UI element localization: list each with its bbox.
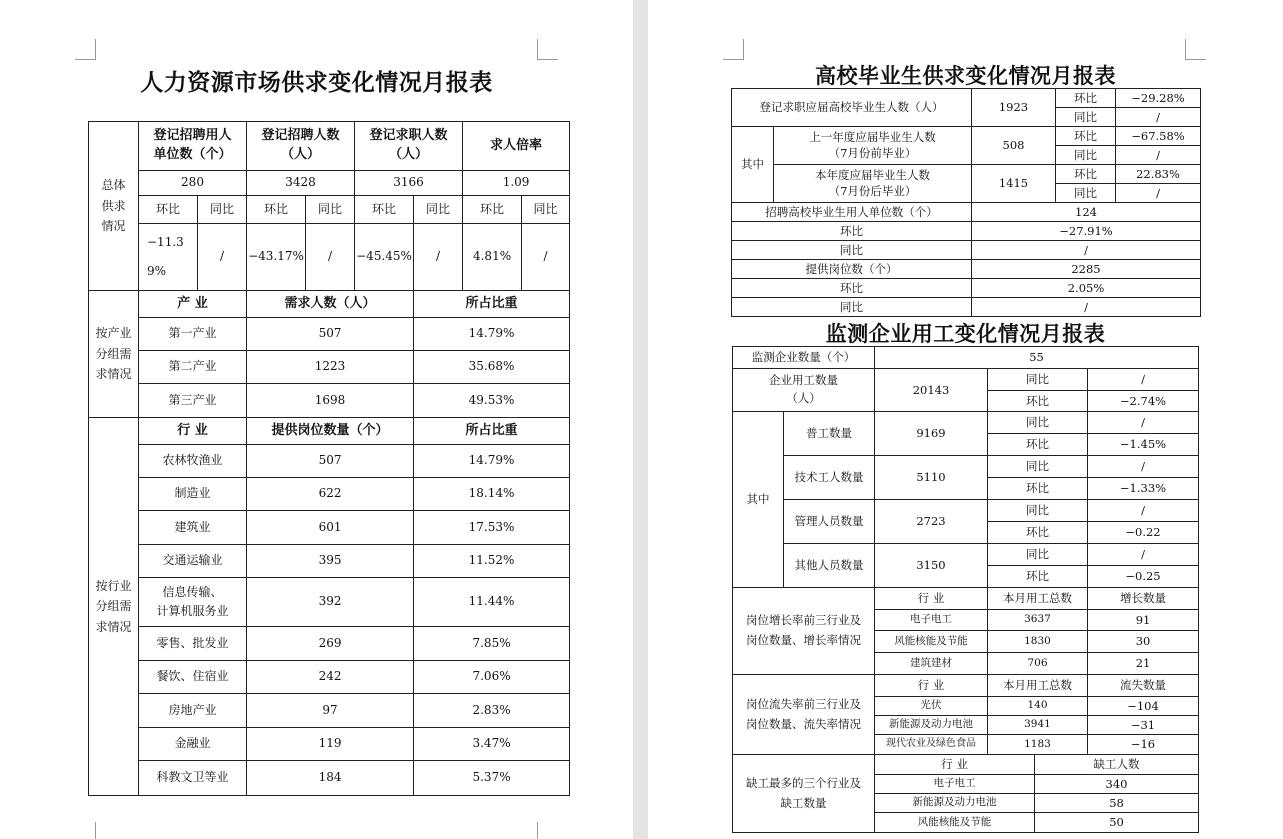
labor-market-table — [88, 121, 570, 796]
shortage-header-count: 缺工人数 — [1035, 755, 1199, 775]
sub-value: / — [522, 224, 570, 291]
shortage-count: 340 — [1035, 775, 1199, 794]
sector-name: 农林牧渔业 — [139, 445, 247, 478]
header-posts: 提供岗位数量（个） — [247, 418, 414, 445]
sector-section-label: 按行业 分组需 求情况 — [89, 418, 139, 796]
sub-value: / — [306, 224, 355, 291]
sector-name: 交通运输业 — [139, 545, 247, 578]
mom-value: 2.05% — [972, 279, 1201, 298]
header-employers: 登记招聘用人 单位数（个） — [139, 122, 247, 171]
loss-change: −16 — [1088, 735, 1199, 755]
enterprise-title: 监测企业用工变化情况月报表 — [825, 321, 1106, 346]
mom-value: −1.33% — [1088, 478, 1199, 500]
loss-change: −104 — [1088, 697, 1199, 716]
sub-value: / — [414, 224, 463, 291]
growth-change: 30 — [1088, 631, 1199, 653]
sub-label: 环比 — [247, 196, 306, 224]
yoy-label: 同比 — [1056, 184, 1116, 203]
sector-name: 餐饮、住宿业 — [139, 661, 247, 694]
page-corner-mark — [537, 822, 558, 839]
page-corner-mark — [537, 39, 558, 60]
header-demand: 需求人数（人） — [247, 291, 414, 318]
sector-share: 18.14% — [414, 478, 570, 511]
mom-label: 环比 — [988, 391, 1088, 412]
sub-label: 同比 — [306, 196, 355, 224]
growth-industry: 风能核能及节能 — [875, 631, 988, 653]
sector-posts: 269 — [247, 627, 414, 661]
sector-share: 17.53% — [414, 511, 570, 545]
mom-value: −29.28% — [1116, 89, 1201, 108]
yoy-label: 同比 — [1056, 146, 1116, 165]
header-sector: 行 业 — [139, 418, 247, 445]
mom-value: −67.58% — [1116, 127, 1201, 146]
value-ratio: 1.09 — [463, 171, 570, 196]
shortage-industry: 风能核能及节能 — [875, 813, 1035, 833]
sector-share: 14.79% — [414, 445, 570, 478]
growth-header-change: 增长数量 — [1088, 588, 1199, 610]
growth-total: 1830 — [988, 631, 1088, 653]
sector-posts: 392 — [247, 578, 414, 627]
mom-label: 环比 — [1056, 89, 1116, 108]
shortage-count: 58 — [1035, 794, 1199, 813]
graduates-table — [731, 88, 1201, 317]
yoy-label: 同比 — [732, 298, 972, 317]
industry-demand: 507 — [247, 318, 414, 351]
sector-share: 3.47% — [414, 728, 570, 761]
sector-name: 信息传输、 计算机服务业 — [139, 578, 247, 627]
category-value: 5110 — [875, 456, 988, 500]
value-recruits: 3428 — [247, 171, 355, 196]
yoy-label: 同比 — [988, 544, 1088, 566]
yoy-label: 同比 — [1056, 108, 1116, 127]
sub-value: −43.17% — [247, 224, 306, 291]
sector-posts: 97 — [247, 694, 414, 728]
sector-name: 科教文卫等业 — [139, 761, 247, 796]
category-value: 2723 — [875, 500, 988, 544]
employees-value: 20143 — [875, 369, 988, 412]
sub-value: / — [198, 224, 247, 291]
growth-industry: 建筑建材 — [875, 653, 988, 675]
yoy-label: 同比 — [988, 369, 1088, 391]
mom-label: 环比 — [988, 434, 1088, 456]
sub-label: 环比 — [463, 196, 522, 224]
sub-value: 4.81% — [463, 224, 522, 291]
page-corner-mark — [1185, 39, 1206, 60]
mom-label: 环比 — [732, 279, 972, 298]
shortage-industry: 新能源及动力电池 — [875, 794, 1035, 813]
yoy-label: 同比 — [988, 500, 1088, 522]
growth-header-industry: 行 业 — [875, 588, 988, 610]
sub-value: −11.39% — [139, 224, 198, 291]
posts-value: 2285 — [972, 260, 1201, 279]
loss-section-label: 岗位流失率前三行业及 岗位数量、流失率情况 — [733, 675, 875, 755]
growth-total: 3637 — [988, 610, 1088, 631]
header-share: 所占比重 — [414, 291, 570, 318]
sector-share: 7.06% — [414, 661, 570, 694]
page-right — [648, 0, 1283, 839]
registered-graduates-label: 登记求职应届高校毕业生人数（人） — [732, 89, 972, 127]
growth-section-label: 岗位增长率前三行业及 岗位数量、增长率情况 — [733, 588, 875, 675]
loss-header-industry: 行 业 — [875, 675, 988, 697]
category-label: 管理人员数量 — [784, 500, 875, 544]
header-ratio: 求人倍率 — [463, 122, 570, 171]
value-employers: 280 — [139, 171, 247, 196]
header-recruits: 登记招聘人数 （人） — [247, 122, 355, 171]
mom-value: −2.74% — [1088, 391, 1199, 412]
sector-name: 零售、批发业 — [139, 627, 247, 661]
sub-value: −45.45% — [355, 224, 414, 291]
industry-share: 14.79% — [414, 318, 570, 351]
header-jobseekers: 登记求职人数 （人） — [355, 122, 463, 171]
sector-posts: 507 — [247, 445, 414, 478]
yoy-value: / — [972, 298, 1201, 317]
sector-share: 11.52% — [414, 545, 570, 578]
yoy-value: / — [1116, 146, 1201, 165]
mom-value: −27.91% — [972, 222, 1201, 241]
yoy-value: / — [1088, 369, 1199, 391]
yoy-value: / — [1088, 500, 1199, 522]
among-label: 其中 — [733, 412, 784, 588]
mom-label: 环比 — [1056, 165, 1116, 184]
shortage-count: 50 — [1035, 813, 1199, 833]
page-gutter — [633, 0, 648, 839]
loss-header-change: 流失数量 — [1088, 675, 1199, 697]
yoy-value: / — [1088, 456, 1199, 478]
sector-name: 制造业 — [139, 478, 247, 511]
industry-name: 第三产业 — [139, 384, 247, 418]
loss-total: 1183 — [988, 735, 1088, 755]
loss-industry: 光伏 — [875, 697, 988, 716]
sector-posts: 119 — [247, 728, 414, 761]
sector-posts: 622 — [247, 478, 414, 511]
shortage-industry: 电子电工 — [875, 775, 1035, 794]
posts-label: 提供岗位数（个） — [732, 260, 972, 279]
yoy-value: / — [1088, 544, 1199, 566]
growth-header-total: 本月用工总数 — [988, 588, 1088, 610]
category-value: 3150 — [875, 544, 988, 588]
loss-change: −31 — [1088, 716, 1199, 735]
sub-label: 同比 — [522, 196, 570, 224]
registered-graduates-value: 1923 — [972, 89, 1056, 127]
sector-posts: 184 — [247, 761, 414, 796]
sub-label: 环比 — [139, 196, 198, 224]
sector-share: 5.37% — [414, 761, 570, 796]
mom-value: −1.45% — [1088, 434, 1199, 456]
shortage-section-label: 缺工最多的三个行业及 缺工数量 — [733, 755, 875, 833]
previous-year-graduates-value: 508 — [972, 127, 1056, 165]
page-corner-mark — [75, 822, 96, 839]
graduates-title: 高校毕业生供求变化情况月报表 — [815, 63, 1116, 88]
sector-name: 房地产业 — [139, 694, 247, 728]
industry-share: 49.53% — [414, 384, 570, 418]
page-corner-mark — [723, 39, 744, 60]
employers-label: 招聘高校毕业生用人单位数（个） — [732, 203, 972, 222]
sector-share: 2.83% — [414, 694, 570, 728]
monitored-enterprises-value: 55 — [875, 347, 1199, 369]
employers-value: 124 — [972, 203, 1201, 222]
industry-name: 第二产业 — [139, 351, 247, 384]
previous-year-graduates-label: 上一年度应届毕业生人数 （7月份前毕业） — [774, 127, 972, 165]
mom-label: 环比 — [988, 566, 1088, 588]
sector-share: 11.44% — [414, 578, 570, 627]
value-jobseekers: 3166 — [355, 171, 463, 196]
mom-label: 环比 — [732, 222, 972, 241]
growth-total: 706 — [988, 653, 1088, 675]
category-label: 普工数量 — [784, 412, 875, 456]
mom-value: −0.22 — [1088, 522, 1199, 544]
category-value: 9169 — [875, 412, 988, 456]
yoy-value: / — [972, 241, 1201, 260]
industry-group-section-label: 按产业 分组需 求情况 — [89, 291, 139, 418]
monitored-enterprises-label: 监测企业数量（个） — [733, 347, 875, 369]
industry-name: 第一产业 — [139, 318, 247, 351]
employees-label: 企业用工数量 （人） — [733, 369, 875, 412]
sector-posts: 601 — [247, 511, 414, 545]
sub-label: 同比 — [414, 196, 463, 224]
category-label: 其他人员数量 — [784, 544, 875, 588]
loss-total: 3941 — [988, 716, 1088, 735]
header-sector-share: 所占比重 — [414, 418, 570, 445]
among-label: 其中 — [732, 127, 774, 203]
yoy-label: 同比 — [988, 456, 1088, 478]
sub-label: 同比 — [198, 196, 247, 224]
sector-posts: 395 — [247, 545, 414, 578]
loss-industry: 现代农业及绿色食品 — [875, 735, 988, 755]
growth-change: 21 — [1088, 653, 1199, 675]
mom-value: 22.83% — [1116, 165, 1201, 184]
page-corner-mark — [75, 39, 96, 60]
sub-label: 环比 — [355, 196, 414, 224]
sector-posts: 242 — [247, 661, 414, 694]
mom-label: 环比 — [1056, 127, 1116, 146]
shortage-header-industry: 行 业 — [875, 755, 1035, 775]
loss-industry: 新能源及动力电池 — [875, 716, 988, 735]
yoy-value: / — [1116, 108, 1201, 127]
growth-industry: 电子电工 — [875, 610, 988, 631]
current-year-graduates-value: 1415 — [972, 165, 1056, 203]
header-industry: 产 业 — [139, 291, 247, 318]
yoy-label: 同比 — [988, 412, 1088, 434]
loss-total: 140 — [988, 697, 1088, 716]
category-label: 技术工人数量 — [784, 456, 875, 500]
current-year-graduates-label: 本年度应届毕业生人数 （7月份后毕业） — [774, 165, 972, 203]
industry-demand: 1698 — [247, 384, 414, 418]
industry-demand: 1223 — [247, 351, 414, 384]
mom-label: 环比 — [988, 478, 1088, 500]
industry-share: 35.68% — [414, 351, 570, 384]
yoy-value: / — [1088, 412, 1199, 434]
yoy-value: / — [1116, 184, 1201, 203]
mom-label: 环比 — [988, 522, 1088, 544]
loss-header-total: 本月用工总数 — [988, 675, 1088, 697]
sector-name: 建筑业 — [139, 511, 247, 545]
sector-name: 金融业 — [139, 728, 247, 761]
sector-share: 7.85% — [414, 627, 570, 661]
yoy-label: 同比 — [732, 241, 972, 260]
page-left — [0, 0, 633, 839]
page-title: 人力资源市场供求变化情况月报表 — [140, 69, 493, 96]
mom-value: −0.25 — [1088, 566, 1199, 588]
growth-change: 91 — [1088, 610, 1199, 631]
enterprise-table — [732, 346, 1199, 833]
overall-section-label: 总体 供求 情况 — [89, 122, 139, 291]
